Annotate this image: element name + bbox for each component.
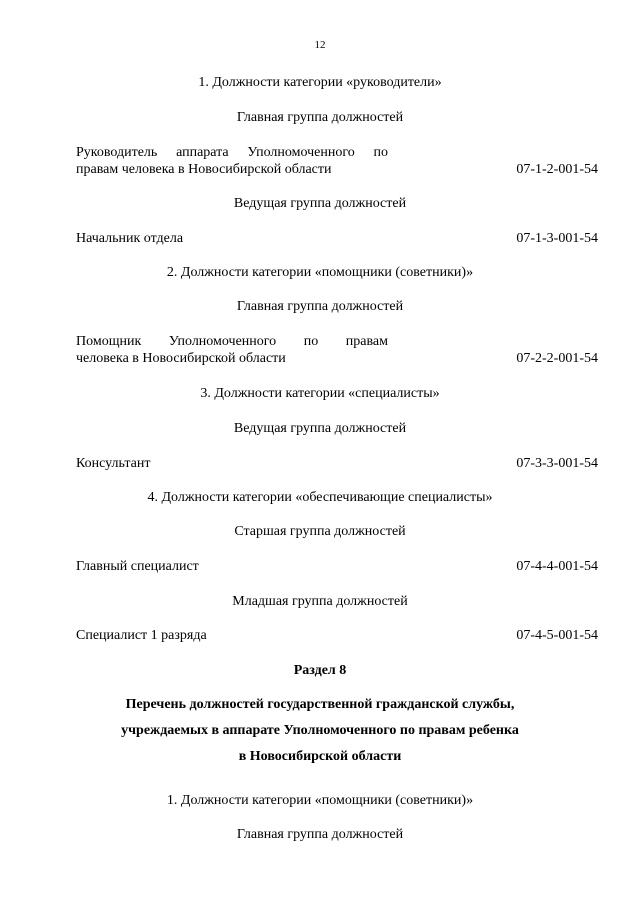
position-name: Помощник Уполномоченного по правам [76, 334, 388, 349]
section-subtitle: в Новосибирской области [238, 749, 402, 764]
group-heading: Ведущая группа должностей [233, 196, 407, 211]
category-heading: 3. Должности категории «специалисты» [200, 386, 440, 401]
group-heading: Главная группа должностей [236, 827, 404, 842]
section-subtitle: учреждаемых в аппарате Уполномоченного по правам ребенка [121, 723, 519, 738]
group-heading: Главная группа должностей [236, 110, 404, 125]
position-name: Начальник отдела [76, 231, 184, 246]
group-heading: Главная группа должностей [236, 299, 404, 314]
group-heading: Младшая группа должностей [232, 594, 408, 609]
position-name: Главный специалист [76, 559, 199, 574]
position-name: Специалист 1 разряда [76, 628, 207, 643]
category-heading: 4. Должности категории «обеспечивающие специалисты» [147, 490, 493, 505]
position-code: 07-2-2-001-54 [516, 351, 598, 366]
position-code: 07-1-3-001-54 [516, 231, 598, 246]
category-heading: 2. Должности категории «помощники (советники)» [166, 265, 474, 280]
position-name-cont: правам человека в Новосибирской области [76, 162, 332, 177]
position-code: 07-3-3-001-54 [516, 456, 598, 471]
position-name: Руководитель аппарата Уполномоченного по [76, 145, 388, 160]
category-heading: 1. Должности категории «руководители» [198, 75, 442, 90]
position-code: 07-1-2-001-54 [516, 162, 598, 177]
section-title: Раздел 8 [293, 663, 347, 678]
position-code: 07-4-4-001-54 [516, 559, 598, 574]
page-number: 12 [314, 39, 326, 51]
section-subtitle: Перечень должностей государственной гражданской службы, [125, 697, 515, 712]
position-code: 07-4-5-001-54 [516, 628, 598, 643]
group-heading: Старшая группа должностей [234, 524, 406, 539]
position-name: Консультант [76, 456, 151, 471]
position-name-cont: человека в Новосибирской области [76, 351, 286, 366]
group-heading: Ведущая группа должностей [233, 421, 407, 436]
category-heading: 1. Должности категории «помощники (советники)» [166, 793, 474, 808]
